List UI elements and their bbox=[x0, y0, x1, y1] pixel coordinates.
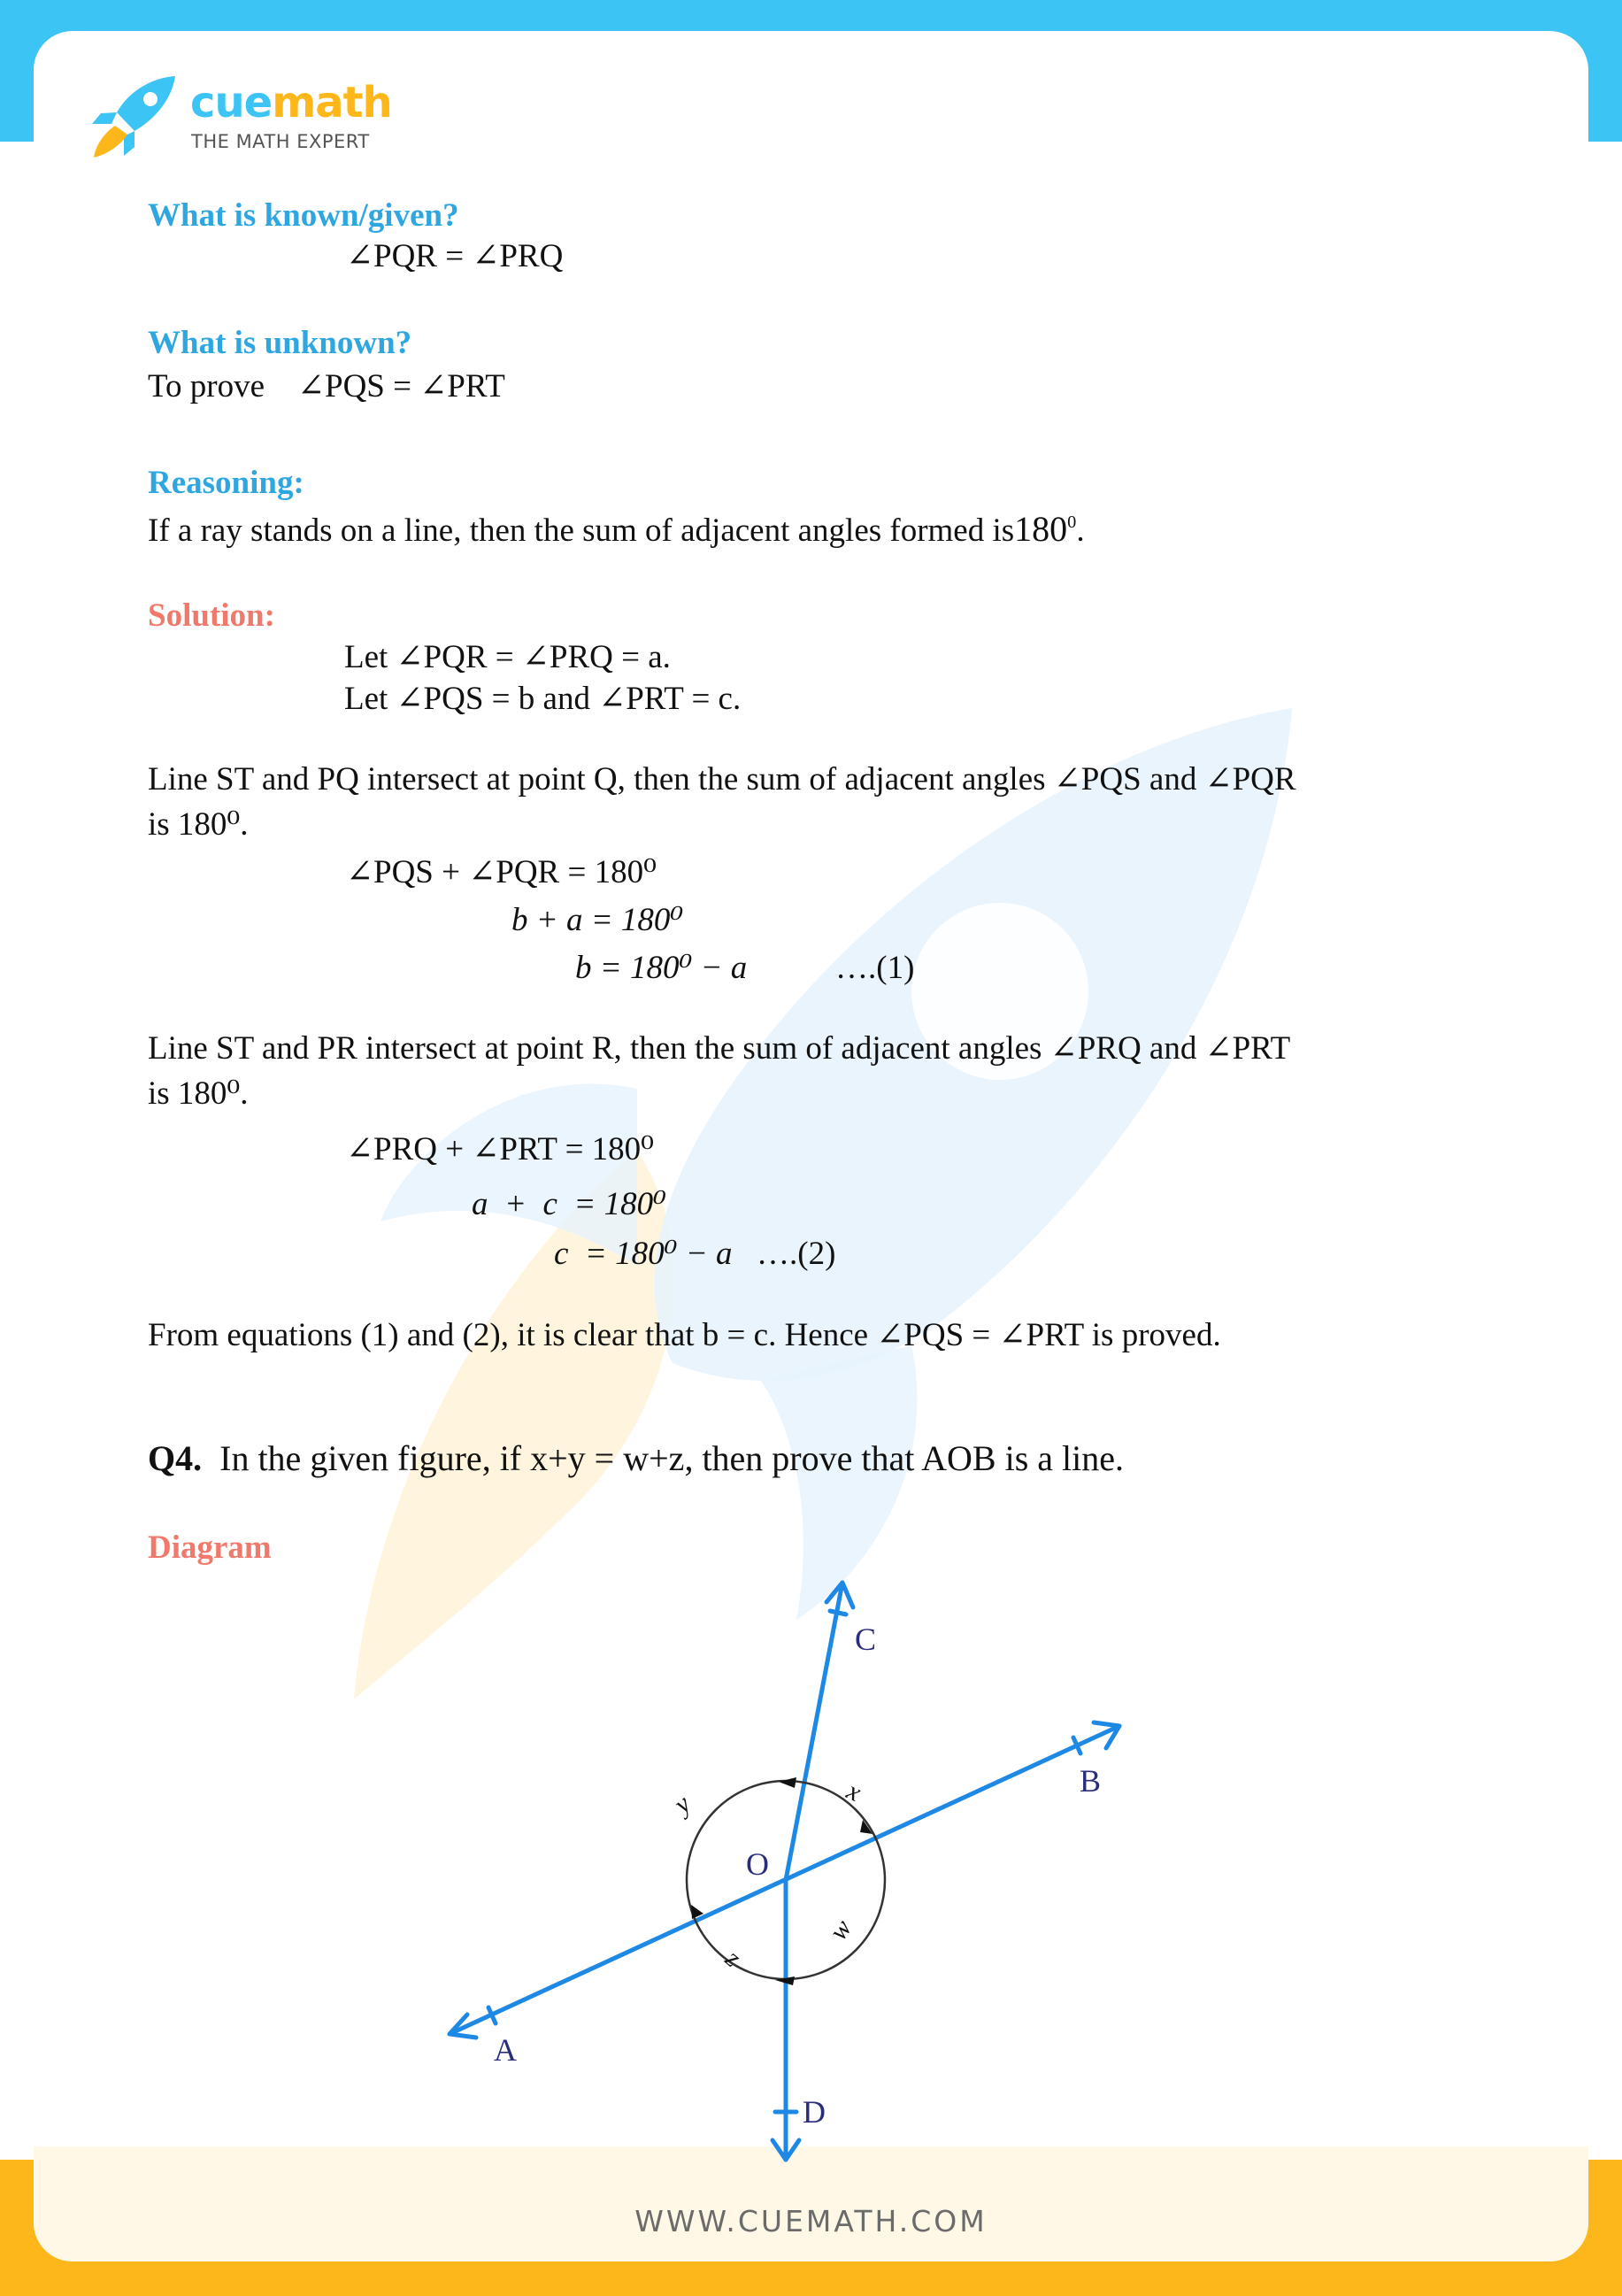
equation-4: ∠PRQ + ∠PRT = 180⁰ bbox=[346, 1131, 655, 1167]
solution-let1: Let ∠PQR = ∠PRQ = a. bbox=[344, 639, 671, 675]
question-4-text: In the given figure, if x+y = w+z, then prove that AOB is a line. bbox=[219, 1438, 1125, 1478]
brand-tagline: THE MATH EXPERT bbox=[191, 131, 370, 152]
label-A: A bbox=[494, 2032, 517, 2068]
angle-mark-1-icon bbox=[779, 1777, 796, 1788]
equation-6: c = 180⁰ − a bbox=[554, 1236, 733, 1272]
geometry-diagram bbox=[425, 1567, 1186, 2177]
cuemath-rocket-logo-icon bbox=[88, 73, 181, 161]
solution-para2-line1: Line ST and PR intersect at point R, then the sum of adjacent angles ∠PRQ and ∠PRT bbox=[148, 1030, 1291, 1067]
unknown-line: To prove ∠PQS = ∠PRT bbox=[148, 368, 505, 404]
angle-label-w: w bbox=[823, 1914, 858, 1946]
label-O: O bbox=[746, 1846, 769, 1882]
equation-3-tag: ….(1) bbox=[835, 950, 915, 986]
solution-para2-line2: is 180⁰. bbox=[148, 1075, 249, 1112]
equation-5: a + c = 180⁰ bbox=[472, 1186, 666, 1222]
reasoning-heading: Reasoning: bbox=[148, 465, 304, 501]
equation-3: b = 180⁰ − a bbox=[575, 950, 748, 986]
brand-wordmark: cuemath bbox=[190, 78, 392, 127]
question-4-label: Q4. bbox=[148, 1438, 203, 1478]
ray-OC bbox=[786, 1583, 842, 1880]
solution-let2: Let ∠PQS = b and ∠PRT = c. bbox=[344, 681, 742, 717]
angle-label-z: z bbox=[719, 1944, 747, 1973]
unknown-heading: What is unknown? bbox=[148, 325, 412, 361]
solution-para1-line1: Line ST and PQ intersect at point Q, then the sum of adjacent angles ∠PQS and ∠PQR bbox=[148, 761, 1296, 797]
angle-label-y: y bbox=[668, 1789, 696, 1820]
label-B: B bbox=[1080, 1763, 1102, 1799]
solution-heading: Solution: bbox=[148, 597, 275, 634]
label-C: C bbox=[855, 1622, 877, 1657]
reasoning-text: If a ray stands on a line, then the sum of adjacent angles formed $is180^0$. bbox=[148, 509, 1085, 549]
footer-website: WWW.CUEMATH.COM bbox=[634, 2204, 988, 2238]
solution-conclusion: From equations (1) and (2), it is clear that b = c. Hence ∠PQS = ∠PRT is proved. bbox=[148, 1317, 1221, 1353]
known-heading: What is known/given? bbox=[148, 197, 459, 234]
equation-1: ∠PQS + ∠PQR = 180⁰ bbox=[346, 854, 657, 890]
solution-para1-line2: is 180⁰. bbox=[148, 806, 249, 843]
tick-C bbox=[830, 1611, 846, 1614]
equation-6-tag: ….(2) bbox=[757, 1236, 836, 1272]
known-line: ∠PQR = ∠PRQ bbox=[346, 238, 564, 274]
equation-2: b + a = 180⁰ bbox=[511, 902, 684, 938]
angle-label-x: x bbox=[842, 1776, 866, 1807]
question-4 bbox=[148, 1438, 1125, 1478]
label-D: D bbox=[803, 2094, 826, 2130]
diagram-heading: Diagram bbox=[148, 1529, 272, 1566]
